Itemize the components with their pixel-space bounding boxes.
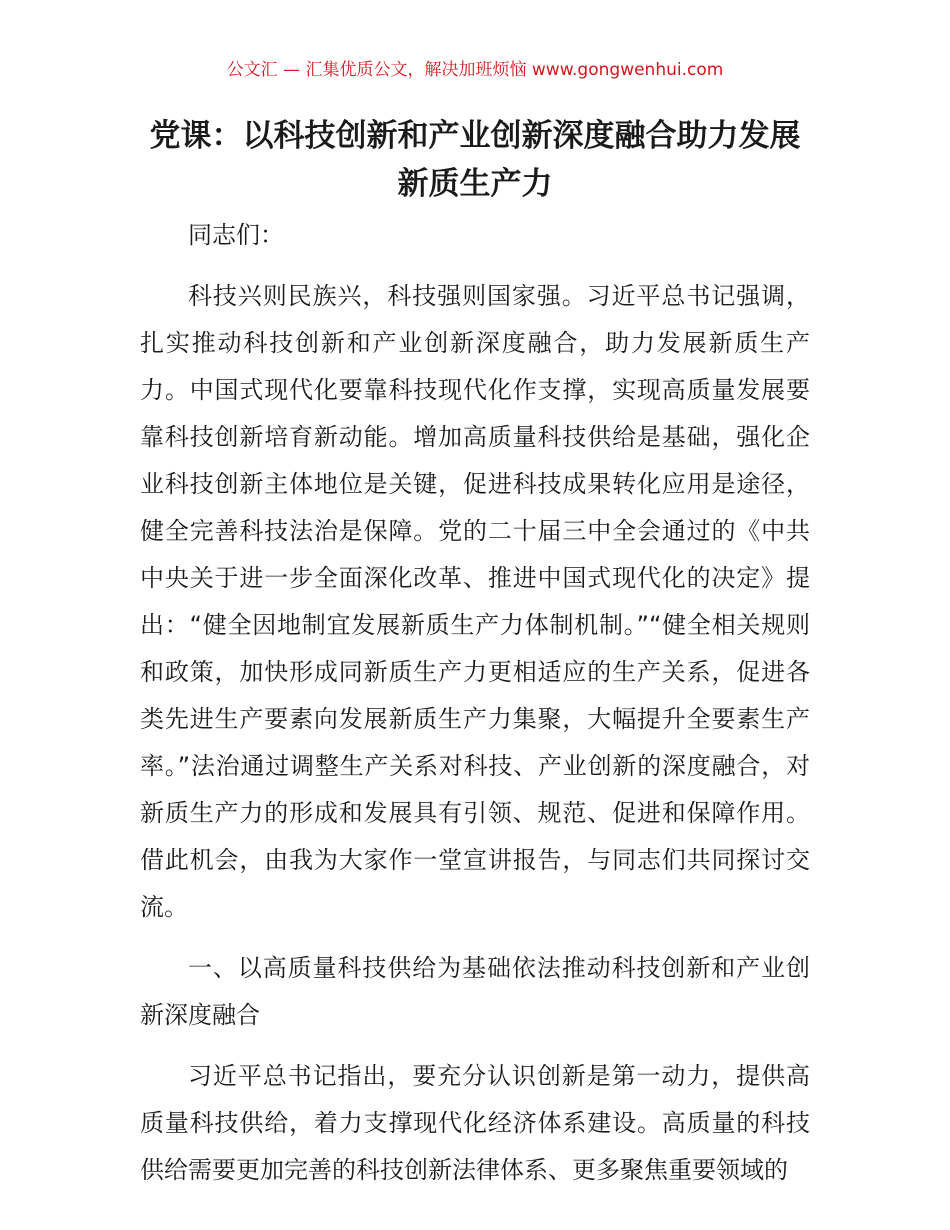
paragraph-section-1: 习近平总书记指出，要充分认识创新是第一动力，提供高质量科技供给，着力支撑现代化经济体系建设。高质量的科技供给需要更加完善的科技创新法律体系、更多聚焦重要领域的 [140,1062,810,1184]
section-heading-1: 一、以高质量科技供给为基础依法推动科技创新和产业创新深度融合 [140,954,810,1029]
greeting: 同志们： [188,221,284,249]
document-title: 党课：以科技创新和产业创新深度融合助力发展新质生产力 [149,118,801,202]
paragraph-intro: 科技兴则民族兴，科技强则国家强。习近平总书记强调，扎实推动科技创新和产业创新深度融合，助力发展新质生产力。中国式现代化要靠科技现代化作支撑，实现高质量发展要靠科技创新培育新动能。增加高质量科技供给是基础，强化企业科技创新主体地位是关键，促进科技成果转化应用是途径，健全完善科技法治是保障。党的二十届三中全会通过的《中共中央关于进一步全面深化改革、推进中国式现代化的决定》提出：“健全因地制宜发展新质生产力体制机制。”“健全相关规则和政策，加快形成同新质生产力更相适应的生产关系，促进各类先进生产要素向发展新质生产力集聚，大幅提升全要素生产率。”法治通过调整生产关系对科技、产业创新的深度融合，对新质生产力的形成和发展具有引领、规范、促进和保障作用。借此机会，由我为大家作一堂宣讲报告，与同志们共同探讨交流。 [140,282,810,921]
site-banner: 公文汇 — 汇集优质公文，解决加班烦恼 www.gongwenhui.com [226,60,724,80]
document-body [140,212,810,1194]
